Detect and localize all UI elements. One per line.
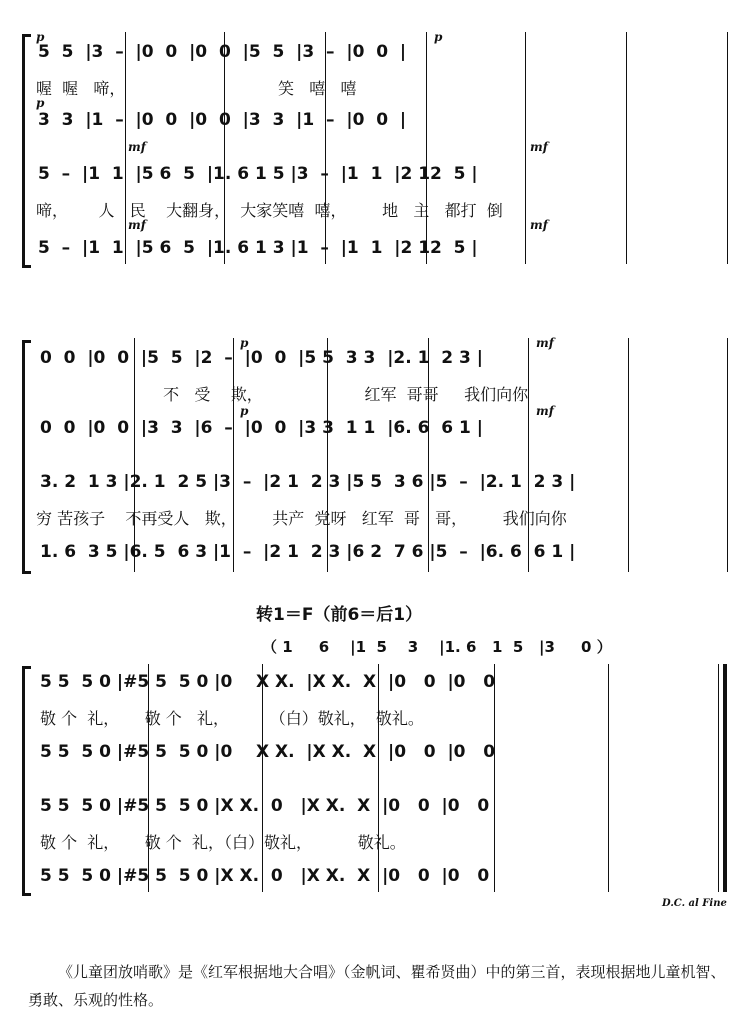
dynamic-mark: mf (128, 140, 146, 154)
barline (134, 338, 135, 572)
caption-paragraph: 《儿童团放哨歌》是《红军根据地大合唱》（金帆词、瞿希贤曲）中的第三首，表现根据地儿童机智、勇敢、乐观的性格。 (28, 963, 726, 1009)
notation-row: 5 – |1 1 |5 6 5 |1. 6 1 5 |3 – |1 1 |2 12 5 | (38, 164, 478, 184)
barline (428, 338, 429, 572)
notation-row: 5 5 5 0 |#5 5 5 0 |X X. 0 |X X. X |0 0 |0 0 (40, 796, 490, 816)
final-barline-thick (723, 664, 727, 892)
notation-row: 3 3 |1 – |0 0 |0 0 |3 3 |1 – |0 0 | (38, 110, 407, 130)
dynamic-mark: mf (128, 218, 146, 232)
dynamic-mark: mf (530, 140, 548, 154)
notation-row: 5 5 5 0 |#5 5 5 0 |0 X X. |X X. X |0 0 |0 0 (40, 742, 496, 762)
notation-row: 5 5 5 0 |#5 5 5 0 |X X. 0 |X X. X |0 0 |0 0 (40, 866, 490, 886)
barline (727, 32, 728, 264)
barline (727, 338, 728, 572)
barline (233, 338, 234, 572)
key-change-label: 转1＝F（前6＝后1） (256, 605, 423, 625)
barline (626, 32, 627, 264)
lyric-row: 不 受 欺， 红军 哥哥 我们向你 (36, 385, 529, 404)
barline (608, 664, 609, 892)
notation-row: 5 5 |3 – |0 0 |0 0 |5 5 |3 – |0 0 | (38, 42, 407, 62)
dynamic-mark: p (240, 404, 249, 418)
notation-row: 0 0 |0 0 |5 5 |2 – |0 0 |5 5 3 3 |2. 1 2 3 | (40, 348, 483, 368)
dynamic-mark: p (240, 336, 249, 350)
barline (494, 664, 495, 892)
barline (325, 32, 326, 264)
notation-row: 3. 2 1 3 |2. 1 2 5 |3 – |2 1 2 3 |5 5 3 6 |5 – |2. 1 2 3 | (40, 472, 576, 492)
notation-row: 0 0 |0 0 |3 3 |6 – |0 0 |3 3 1 1 |6. 6 6 1 | (40, 418, 483, 438)
barline (628, 338, 629, 572)
barline (262, 664, 263, 892)
lyric-row: 敬 个 礼， 敬 个 礼，（白）敬礼， 敬礼。 (40, 833, 406, 852)
dynamic-mark: mf (536, 404, 554, 418)
final-barline-thin (718, 664, 719, 892)
notation-row: 5 5 5 0 |#5 5 5 0 |0 X X. |X X. X |0 0 |0 0 (40, 672, 496, 692)
lyric-row: 穷 苦孩子 不再受人 欺， 共产 党呀 红军 哥 哥， 我们向你 (36, 509, 567, 528)
dynamic-mark: mf (536, 336, 554, 350)
system-bracket (22, 34, 31, 268)
barline (426, 32, 427, 264)
score-system-2 (0, 320, 750, 580)
notation-row: 5 – |1 1 |5 6 5 |1. 6 1 3 |1 – |1 1 |2 12 5 | (38, 238, 478, 258)
dynamic-mark: p (36, 96, 45, 110)
barline (528, 338, 529, 572)
lyric-row: 喔 喔 啼， 笑 嘻 嘻 (36, 79, 357, 98)
barline (148, 664, 149, 892)
barline (224, 32, 225, 264)
score-system-3 (0, 660, 750, 910)
dc-al-fine-mark: D.C. al Fine (662, 898, 727, 909)
score-system-1 (0, 0, 750, 280)
notation-row: 1. 6 3 5 |6. 5 6 3 |1 – |2 1 2 3 |6 2 7 6 |5 – |6. 6 6 1 | (40, 542, 576, 562)
barline (525, 32, 526, 264)
dynamic-mark: mf (530, 218, 548, 232)
barline (378, 664, 379, 892)
dynamic-mark: p (36, 30, 45, 44)
system-bracket (22, 340, 31, 574)
lyric-row: 啼， 人 民 大翻身， 大家笑嘻 嘻， 地 主 都打 倒 (36, 201, 503, 220)
lyric-row: 敬 个 礼， 敬 个 礼， （白）敬礼， 敬礼。 (40, 709, 424, 728)
intro-notation: （ 1 6 |1 5 3 |1. 6 1 5 |3 0 ） (262, 638, 612, 656)
barline (327, 338, 328, 572)
system-bracket (22, 666, 31, 896)
barline (125, 32, 126, 264)
dynamic-mark: p (434, 30, 443, 44)
